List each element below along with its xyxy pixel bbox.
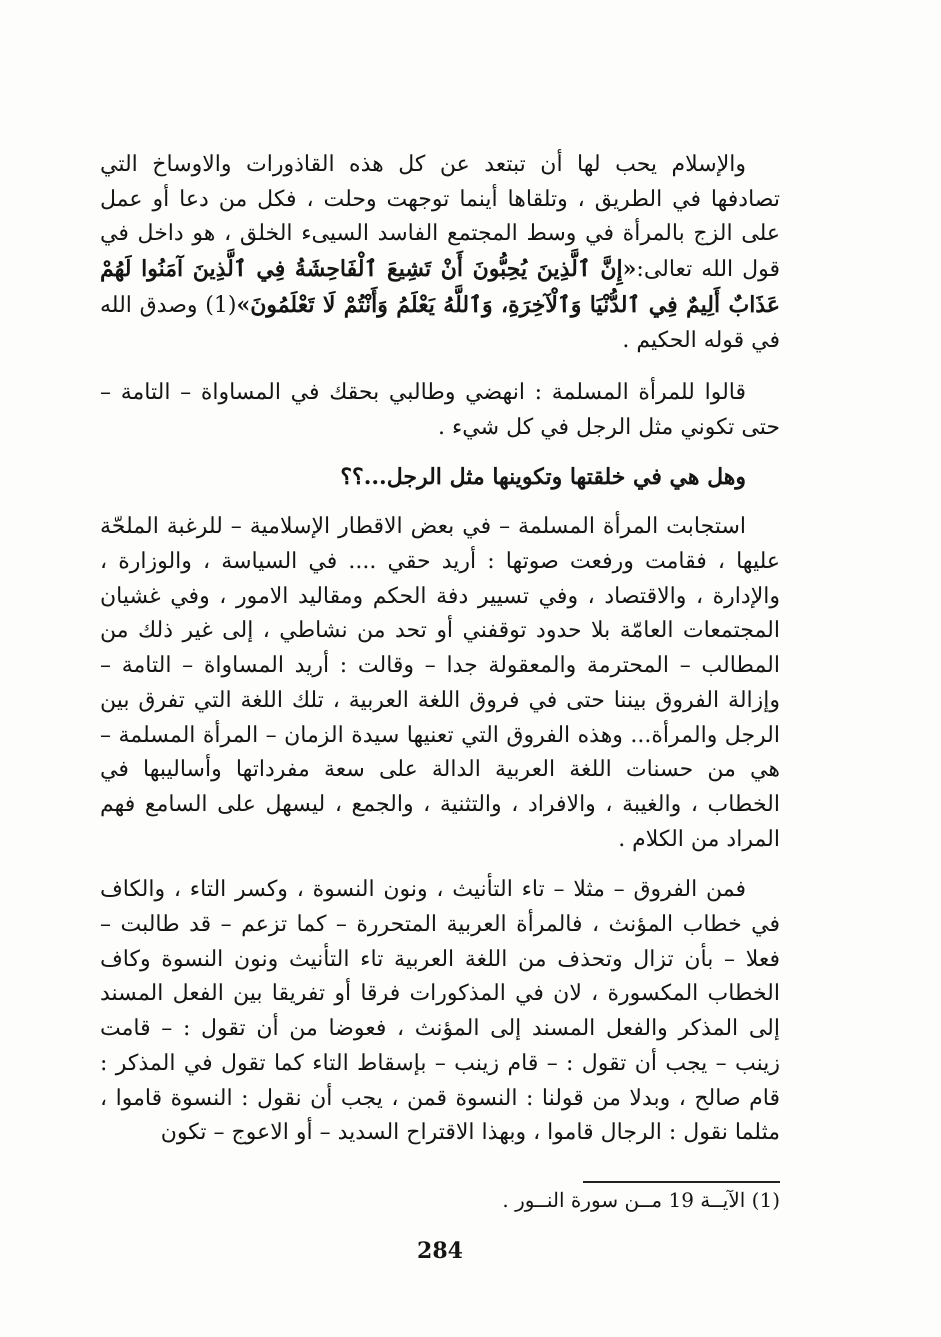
quran-verse: «إِنَّ ٱلَّذِينَ يُحِبُّونَ أَنْ تَشِيعَ ٱلْفَاحِشَةُ فِي ٱلَّذِينَ آمَنُوا لَهُمْ عَذَابٌ أَلِيمٌ فِي ٱلدُّنْيَا وَٱلْآخِرَةِ، وَٱللَّهُ يَعْلَمُ وَأَنْتُمْ لَا تَعْلَمُونَ» xyxy=(100,256,780,318)
paragraph-response: استجابت المرأة المسلمة – في بعض الاقطار الإسلامية – للرغبة الملحّة عليها ، فقامت ورفعت صوتها : أريد حقي .... في السياسة ، والوزارة ، والإدارة ، والاقتصاد ، وفي تسيير دفة الحكم ومقاليد الامور ، وفي غشيان المجتمعات العامّة بلا حدود توقفني أو تحد من نشاطي ، إلى غير ذلك من المطالب – المحترمة والمعقولة جدا – وقالت : أريد المساواة – التامة – وإزالة الفروق بيننا حتى في فروق اللغة العربية ، تلك اللغة التي تفرق بين الرجل والمرأة... وهذه الفروق التي تعنيها سيدة الزمان – المرأة المسلمة – هي من حسنات اللغة العربية الدالة على سعة مفرداتها وأساليبها في الخطاب ، والغيبة ، والافراد ، والتثنية ، والجمع ، ليسهل على السامع فهم المراد من الكلام . xyxy=(100,514,780,852)
page-number: 284 xyxy=(417,1238,463,1264)
paragraph-intro: والإسلام يحب لها أن تبتعد عن كل هذه القاذورات والاوساخ التي تصادفها في الطريق ، وتلقاها أينما توجهت وحلت ، فكل من دعا أو عمل على الزج بالمرأة في وسط المجتمع الفاسد السيىء الخلق ، هو داخل في قول الله تعالى: xyxy=(100,152,780,283)
footnote-reference: (1) xyxy=(205,292,237,318)
paragraph-closing: وصدق الله في قوله الحكيم . xyxy=(100,292,780,353)
paragraph-equality-call: قالوا للمرأة المسلمة : انهضي وطالبي بحقك في المساواة – التامة – حتى تكوني مثل الرجل في كل شيء . xyxy=(100,380,780,440)
paragraph-language-differences: فمن الفروق – مثلا – تاء التأنيث ، ونون النسوة ، وكسر التاء ، والكاف في خطاب المؤنث ، فالمرأة العربية المتحررة – كما تزعم – قد طالبت – فعلا – بأن تزال وتحذف من اللغة العربية تاء التأنيث ونون النسوة وكاف الخطاب المكسورة ، لان في المذكورات فرقا أو تفريقا بين الفعل المسند إلى المذكر والفعل المسند إلى المؤنث ، فعوضا من أن تقول : – قامت زينب – يجب أن تقول : – قام زينب – بإسقاط التاء كما تقول في المذكر : قام صالح ، وبدلا من قولنا : النسوة قمن ، يجب أن نقول : النسوة قاموا ، مثلما نقول : الرجال قاموا ، وبهذا الاقتراح السديد – أو الاعوج – تكون xyxy=(100,877,780,1146)
body-text xyxy=(100,148,780,1167)
footnote: (1) الآيــة 19 مــن سورة النــور . xyxy=(502,1188,780,1212)
section-heading: وهل هي في خلقتها وتكوينها مثل الرجل...؟؟ xyxy=(340,463,746,490)
footnote-divider xyxy=(583,1181,780,1183)
paragraph-islam-protection xyxy=(100,148,780,358)
